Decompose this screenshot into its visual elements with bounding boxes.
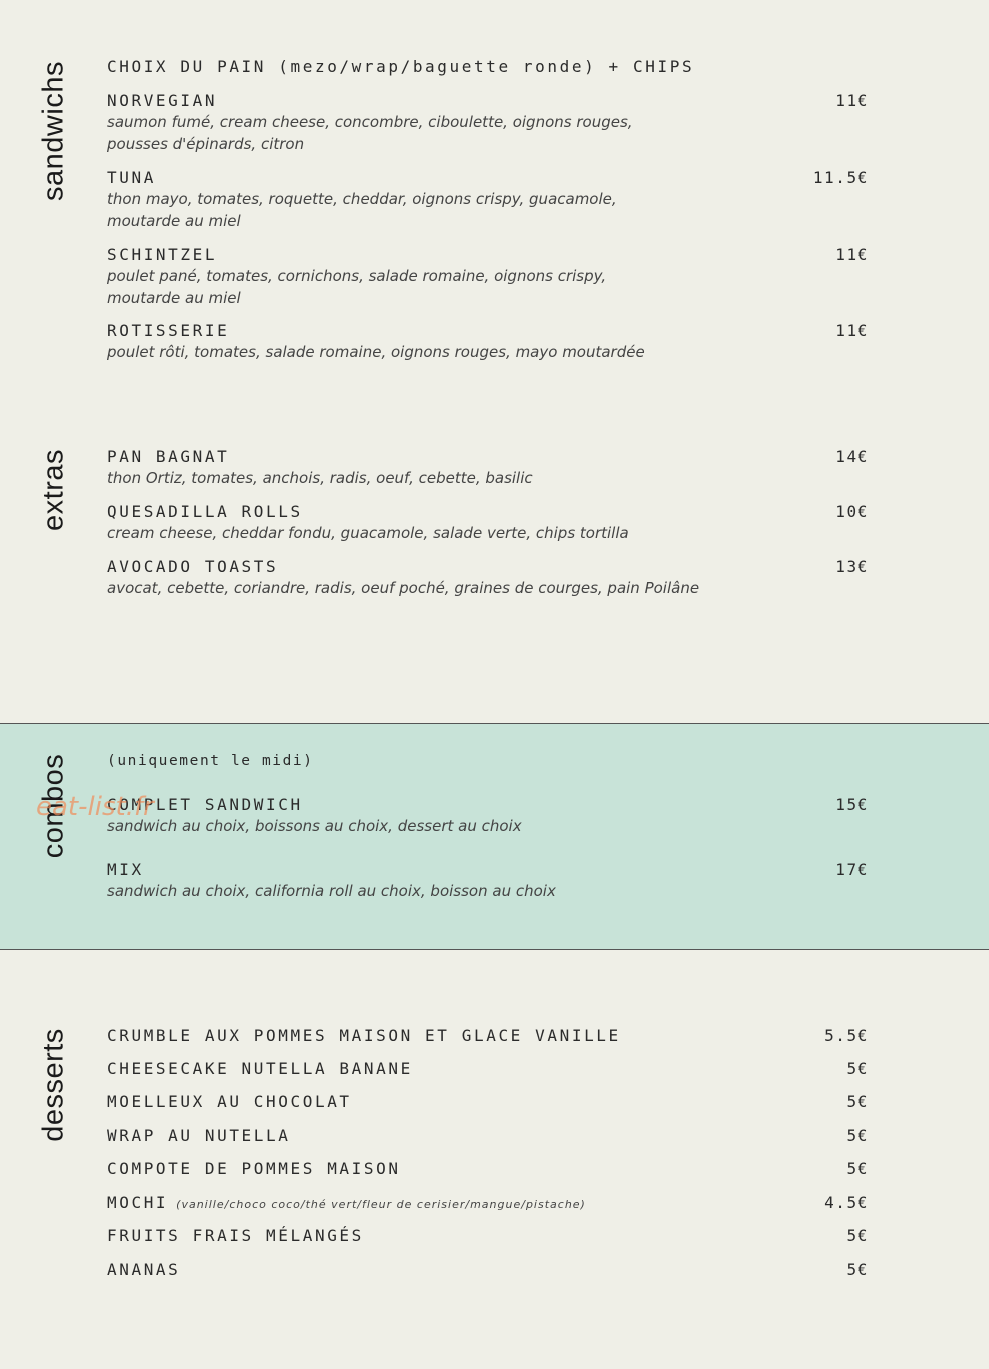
item-price: 5€ bbox=[846, 1159, 869, 1178]
menu-item bbox=[107, 502, 869, 544]
menu-item bbox=[107, 795, 869, 837]
item-price: 15€ bbox=[835, 795, 869, 814]
item-name: MIX bbox=[107, 860, 144, 879]
item-description: poulet rôti, tomates, salade romaine, oignons rouges, mayo moutardée bbox=[107, 343, 645, 361]
item-description: sandwich au choix, boissons au choix, dessert au choix bbox=[107, 817, 522, 835]
item-price: 5€ bbox=[846, 1092, 869, 1111]
item-description: saumon fumé, cream cheese, concombre, ciboulette, oignons rouges, pousses d'épinards, citron bbox=[107, 113, 633, 153]
section-label-combos: combos bbox=[37, 753, 70, 859]
menu-item bbox=[107, 557, 869, 599]
sandwichs-intro-text: CHOIX DU PAIN (mezo/wrap/baguette ronde) + CHIPS bbox=[107, 57, 695, 76]
menu-item bbox=[107, 1092, 869, 1112]
menu-item bbox=[107, 860, 869, 902]
item-price: 13€ bbox=[835, 557, 869, 576]
item-description: sandwich au choix, california roll au choix, boisson au choix bbox=[107, 882, 556, 900]
item-price: 10€ bbox=[835, 502, 869, 521]
menu-item bbox=[107, 1126, 869, 1146]
menu-item bbox=[107, 91, 869, 155]
sandwichs-intro bbox=[107, 57, 869, 77]
menu-item bbox=[107, 168, 869, 232]
item-price: 11€ bbox=[835, 245, 869, 264]
item-description: thon Ortiz, tomates, anchois, radis, oeuf, cebette, basilic bbox=[107, 469, 533, 487]
item-price: 14€ bbox=[835, 447, 869, 466]
item-description: avocat, cebette, coriandre, radis, oeuf poché, graines de courges, pain Poilâne bbox=[107, 579, 700, 597]
menu-item bbox=[107, 1193, 869, 1215]
item-description: poulet pané, tomates, cornichons, salade romaine, oignons crispy, moutarde au miel bbox=[107, 267, 607, 307]
item-name: FRUITS FRAIS MÉLANGÉS bbox=[107, 1226, 364, 1245]
item-name: CHEESECAKE NUTELLA BANANE bbox=[107, 1059, 413, 1078]
menu-item bbox=[107, 1026, 869, 1046]
item-description: thon mayo, tomates, roquette, cheddar, oignons crispy, guacamole, moutarde au miel bbox=[107, 190, 617, 230]
item-name: COMPOTE DE POMMES MAISON bbox=[107, 1159, 401, 1178]
item-price: 11€ bbox=[835, 321, 869, 340]
item-name: ANANAS bbox=[107, 1260, 181, 1279]
item-name: TUNA bbox=[107, 168, 156, 187]
item-price: 5€ bbox=[846, 1059, 869, 1078]
item-price: 4.5€ bbox=[824, 1193, 869, 1212]
menu-item bbox=[107, 321, 869, 363]
watermark: eat-list.fr bbox=[36, 792, 154, 822]
item-price: 5€ bbox=[846, 1126, 869, 1145]
item-name: AVOCADO TOASTS bbox=[107, 557, 279, 576]
combos-note bbox=[107, 753, 869, 769]
section-label-desserts: desserts bbox=[37, 1028, 70, 1142]
menu-item bbox=[107, 1226, 869, 1246]
section-label-sandwichs: sandwichs bbox=[37, 61, 70, 201]
item-name: WRAP AU NUTELLA bbox=[107, 1126, 291, 1145]
item-name: MOELLEUX AU CHOCOLAT bbox=[107, 1092, 352, 1111]
item-name: COMPLET SANDWICH bbox=[107, 795, 303, 814]
item-price: 11.5€ bbox=[812, 168, 869, 187]
combos-note-text: (uniquement le midi) bbox=[107, 753, 314, 769]
menu-item bbox=[107, 245, 869, 309]
item-price: 5€ bbox=[846, 1260, 869, 1279]
item-price: 11€ bbox=[835, 91, 869, 110]
item-name: ROTISSERIE bbox=[107, 321, 230, 340]
item-name: PAN BAGNAT bbox=[107, 447, 230, 466]
item-price: 5€ bbox=[846, 1226, 869, 1245]
item-price: 5.5€ bbox=[824, 1026, 869, 1045]
item-name: CRUMBLE AUX POMMES MAISON ET GLACE VANILLE bbox=[107, 1026, 621, 1045]
section-label-extras: extras bbox=[37, 449, 70, 531]
menu-item bbox=[107, 1260, 869, 1280]
menu-item bbox=[107, 1159, 869, 1179]
item-name: MOCHI bbox=[107, 1193, 169, 1212]
item-name: QUESADILLA ROLLS bbox=[107, 502, 303, 521]
item-name: NORVEGIAN bbox=[107, 91, 218, 110]
item-description: cream cheese, cheddar fondu, guacamole, salade verte, chips tortilla bbox=[107, 524, 629, 542]
menu-item bbox=[107, 1059, 869, 1079]
item-price: 17€ bbox=[835, 860, 869, 879]
item-name-with-note bbox=[107, 1193, 869, 1215]
menu-item bbox=[107, 447, 869, 489]
item-name: SCHINTZEL bbox=[107, 245, 218, 264]
item-note: (vanille/choco coco/thé vert/fleur de cerisier/mangue/pistache) bbox=[176, 1198, 586, 1211]
